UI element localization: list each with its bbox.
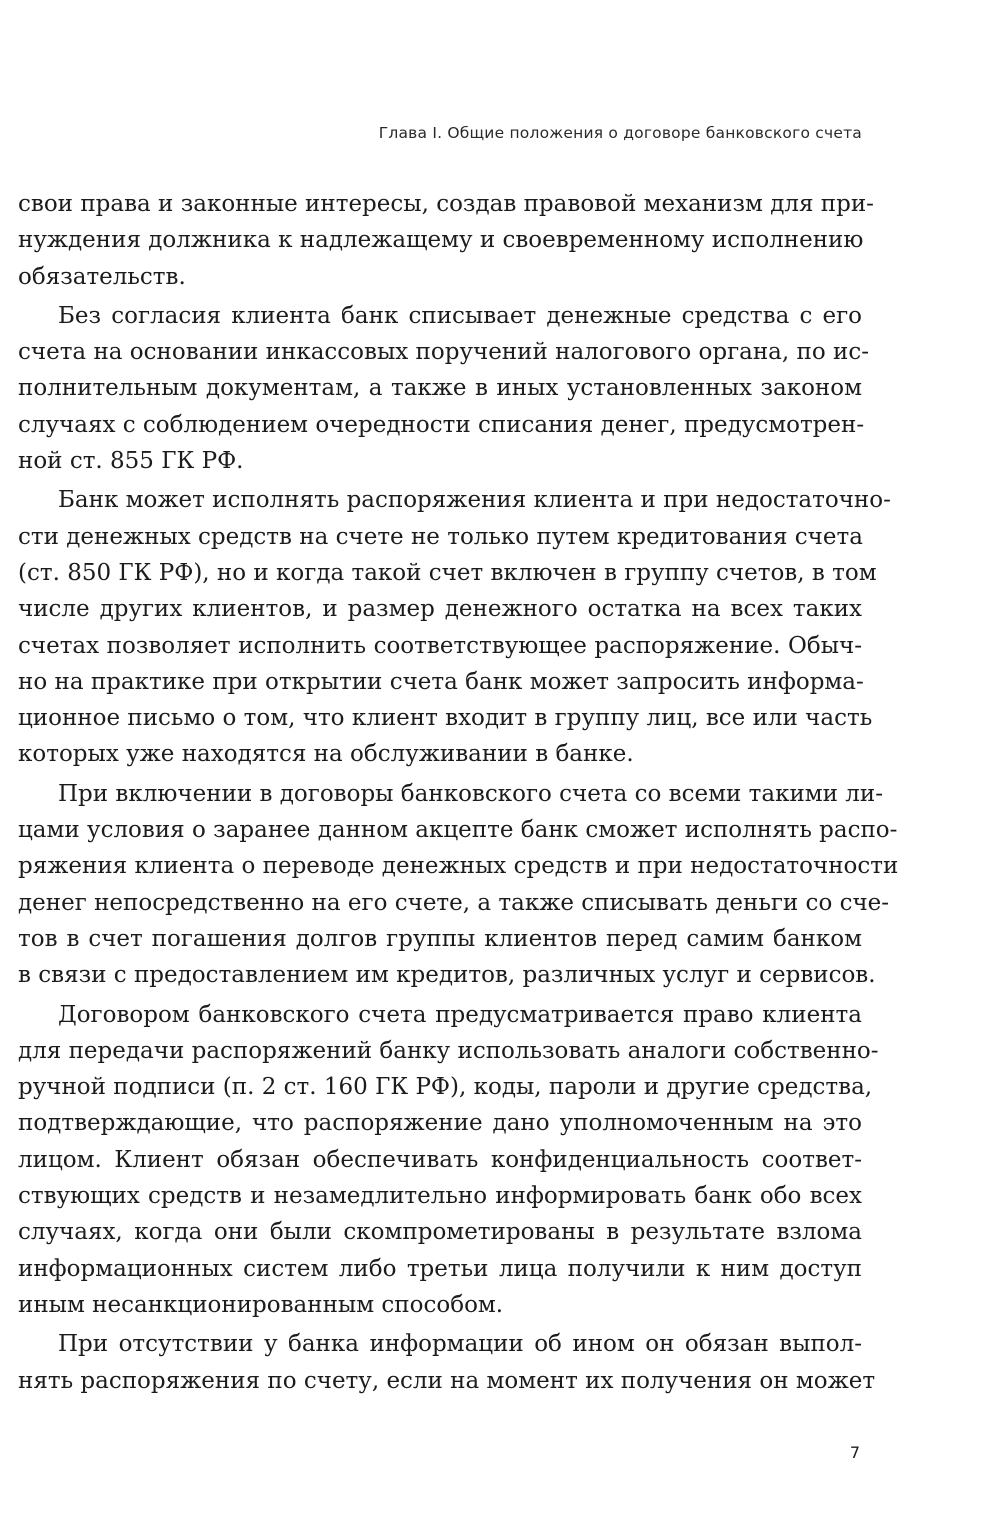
running-header: Глава I. Общие положения о договоре банковского счета xyxy=(378,124,862,142)
text-line: Без согласия клиента банк списывает денежные средства с его xyxy=(58,302,862,329)
text-line: (ст. 850 ГК РФ), но и когда такой счет включен в группу счетов, в том xyxy=(18,559,877,586)
text-line: цами условия о заранее данном акцепте банк сможет исполнять распо- xyxy=(18,817,898,844)
text-line: которых уже находятся на обслуживании в банке. xyxy=(18,741,634,768)
text-line: свои права и законные интересы, создав правовой механизм для при- xyxy=(18,191,874,217)
text-line: ручной подписи (п. 2 ст. 160 ГК РФ), коды, пароли и другие средства, xyxy=(18,1074,873,1101)
text-line: информационных систем либо третьи лица получили к ним доступ xyxy=(18,1255,862,1282)
text-line: полнительным документам, а также в иных установленных законом xyxy=(18,375,862,402)
text-line: подтверждающие, что распоряжение дано уполномоченным на это xyxy=(18,1110,862,1137)
page-number: 7 xyxy=(849,1443,860,1462)
text-line: иным несанкционированным способом. xyxy=(18,1291,504,1318)
text-line: но на практике при открытии счета банк может запросить информа- xyxy=(18,668,864,695)
text-line: для передачи распоряжений банку использовать аналоги собственно- xyxy=(18,1037,879,1064)
text-line: сти денежных средств на счете не только путем кредитования счета xyxy=(18,523,863,550)
text-line: Договором банковского счета предусматривается право клиента xyxy=(58,1001,862,1028)
text-line: нуждения должника к надлежащему и своевременному исполнению xyxy=(18,227,864,254)
text-line: денег непосредственно на его счете, а также списывать деньги со сче- xyxy=(18,889,890,916)
paragraph xyxy=(18,298,869,479)
text-line: ной ст. 855 ГК РФ. xyxy=(18,448,244,475)
text-line: в связи с предоставлением им кредитов, различных услуг и сервисов. xyxy=(18,962,876,989)
text-line: При отсутствии у банка информации об ином он обязан выпол- xyxy=(58,1331,862,1358)
paragraph xyxy=(18,1326,876,1399)
text-line: нять распоряжения по счету, если на момент их получения он может xyxy=(18,1367,876,1394)
text-line: случаях, когда они были скомпрометированы в результате взлома xyxy=(18,1219,862,1246)
text-line: случаях с соблюдением очередности списания денег, предусмотрен- xyxy=(18,411,865,438)
text-line: счета на основании инкассовых поручений налогового органа, по ис- xyxy=(18,339,869,366)
text-line: обязательств. xyxy=(18,263,186,290)
paragraph xyxy=(18,186,874,295)
paragraph xyxy=(18,776,899,994)
text-line: ствующих средств и незамедлительно информировать банк обо всех xyxy=(18,1183,862,1210)
text-line: ряжения клиента о переводе денежных средств и при недостаточности xyxy=(18,853,899,880)
paragraph xyxy=(18,997,879,1324)
text-line: Банк может исполнять распоряжения клиента и при недостаточно- xyxy=(58,487,891,514)
text-line: При включении в договоры банковского счета со всеми такими ли- xyxy=(58,780,884,807)
text-line: счетах позволяет исполнить соответствующее распоряжение. Обыч- xyxy=(18,632,862,659)
body-text xyxy=(18,186,899,1399)
text-line: тов в счет погашения долгов группы клиентов перед самим банком xyxy=(18,925,862,952)
text-line: числе других клиентов, и размер денежного остатка на всех таких xyxy=(18,596,862,623)
paragraph xyxy=(18,482,891,772)
text-line: лицом. Клиент обязан обеспечивать конфиденциальность соответ- xyxy=(18,1146,862,1173)
text-line: ционное письмо о том, что клиент входит в группу лиц, все или часть xyxy=(18,705,873,732)
